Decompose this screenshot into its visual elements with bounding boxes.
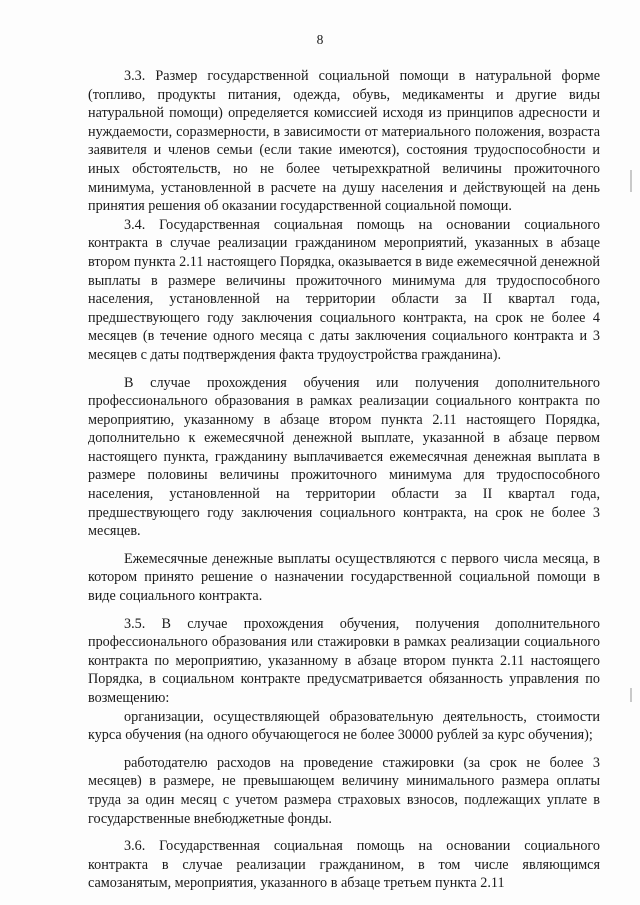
paragraph-3-3: 3.3. Размер государственной социальной помощи в натуральной форме (топливо, продукты питания, одежда, обувь, медикаменты и другие виды натуральной помощи) определяется комиссией исходя из принципов адресности и нуждаемости, соразмерности, в зависимости от материального положения, возраста заявителя и членов семьи (если такие имеются), состояния трудоспособности и иных обстоятельств, но не более четырехкратной величины прожиточного минимума, установленной в расчете на душу населения и действующей на день принятия решения об оказании государственной социальной помощи. [88,68,600,215]
scan-mark [630,170,632,192]
paragraph-3-6: 3.6. Государственная социальная помощь на основании социального контракта в случае реализации гражданином, в том числе являющимся самозанятым, мероприятия, указанного в абзаце третьем пункта 2.11 [88,838,600,892]
paragraph-3-5: 3.5. В случае прохождения обучения, получения дополнительного профессионального образования или стажировки в рамках реализации социального контракта по мероприятию, указанному в абзаце втором пункта 2.11 настоящего Порядка, в социальном контракте предусматривается обязанность управления по возмещению: [88,615,600,706]
page-number: 8 [316,32,324,47]
paragraph-3-5-organization: организации, осуществляющей образовательную деятельность, стоимости курса обучения (на одного обучающегося не более 30000 рублей за курс обучения); [88,708,600,744]
paragraph-3-4-monthly-payments: Ежемесячные денежные выплаты осуществляются с первого числа месяца, в котором принято решение о назначении государственной социальной помощи в виде социального контракта. [88,550,600,605]
scan-mark [630,688,632,702]
paragraph-3-4: 3.4. Государственная социальная помощь на основании социального контракта в случае реализации гражданином мероприятий, указанных в абзаце втором пункта 2.11 настоящего Порядка, оказывается в виде ежемесячной денежной выплаты в размере величины прожиточного минимума для трудоспособного населения, установленной на территории области за II квартал года, предшествующего году заключения социального контракта, на срок не более 4 месяцев (в течение одного месяца с даты заключения социального контракта и 3 месяцев с даты подтверждения факта трудоустройства гражданина). [88,216,600,363]
paragraph-3-5-employer: работодателю расходов на проведение стажировки (за срок не более 3 месяцев) в размере, не превышающем величину минимального размера оплаты труда за один месяц с учетом размера страховых взносов, подлежащих уплате в государственные внебюджетные фонды. [88,754,600,827]
document-body [88,67,600,893]
paragraph-3-4-training: В случае прохождения обучения или получения дополнительного профессионального образования в рамках реализации социального контракта по мероприятию, указанному в абзаце втором пункта 2.11 настоящего Порядка, дополнительно к ежемесячной денежной выплате, указанной в абзаце первом настоящего пункта, гражданину выплачивается ежемесячная денежная выплата в размере половины величины прожиточного минимума для трудоспособного населения, установленной на территории области за II квартал года, предшествующего году заключения социального контракта, на срок не более 3 месяцев. [88,374,600,540]
